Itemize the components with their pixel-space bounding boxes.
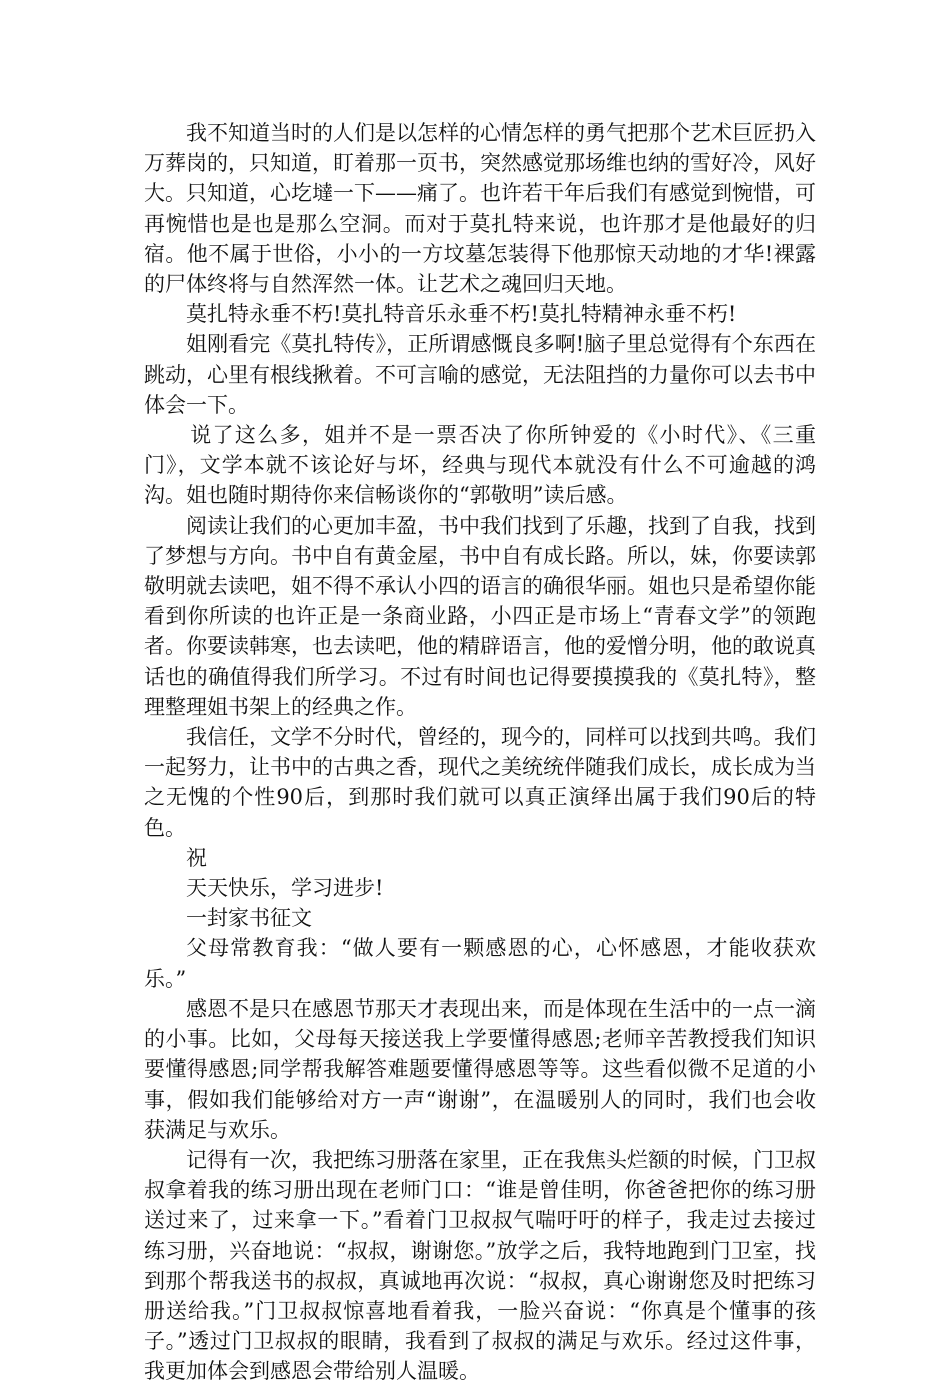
closing-wish: 祝 (186, 845, 207, 870)
paragraph-mozart-biography: 姐刚看完《莫扎特传》，正所谓感慨良多啊!脑子里总觉得有个东西在跳动，心里有根线揪着。不可言喻的感觉，无法阻挡的力量你可以去书中体会一下。 (144, 332, 816, 417)
paragraph-parents-teaching: 父母常教育我：“做人要有一颗感恩的心，心怀感恩，才能收获欢乐。” (144, 936, 816, 991)
paragraph-literature-resonance: 我信任，文学不分时代，曾经的，现今的，同样可以找到共鸣。我们一起努力，让书中的古典之香，现代之美统统伴随我们成长，成长成为当之无愧的个性90后，到那时我们就可以真正演绎出属于我们90后的特色。 (144, 725, 816, 840)
essay-title: 一封家书征文 (186, 906, 312, 931)
closing-blessing: 天天快乐，学习进步! (186, 876, 384, 901)
paragraph-literature-opinion: 说了这么多，姐并不是一票否决了你所钟爱的《小时代》、《三重门》，文学本就不该论好与坏，经典与现代本就没有什么不可逾越的鸿沟。姐也随时期待你来信畅谈你的“郭敬明”读后感。 (144, 423, 816, 508)
paragraph-guard-story: 记得有一次，我把练习册落在家里，正在我焦头烂额的时候，门卫叔叔拿着我的练习册出现在老师门口：“谁是曾佳明，你爸爸把你的练习册送过来了，过来拿一下。”看着门卫叔叔气喘吁吁的样子，我走过去接过练习册，兴奋地说：“叔叔，谢谢您。”放学之后，我特地跑到门卫室，找到那个帮我送书的叔叔，真诚地再次说：“叔叔，真心谢谢您及时把练习册送给我。”门卫叔叔惊喜地看着我，一脸兴奋说：“你真是个懂事的孩子。”透过门卫叔叔的眼睛，我看到了叔叔的满足与欢乐。经过这件事，我更加体会到感恩会带给别人温暖。 (144, 1147, 816, 1384)
paragraph-gratitude-daily: 感恩不是只在感恩节那天才表现出来，而是体现在生活中的一点一滴的小事。比如，父母每天接送我上学要懂得感恩;老师辛苦教授我们知识要懂得感恩;同学帮我解答难题要懂得感恩等等。这些看似微不足道的小事，假如我们能够给对方一声“谢谢”，在温暖别人的同时，我们也会收获满足与欢乐。 (144, 996, 816, 1142)
document-body (144, 118, 816, 1387)
paragraph-mozart-immortal: 莫扎特永垂不朽!莫扎特音乐永垂不朽!莫扎特精神永垂不朽! (186, 302, 737, 327)
paragraph-artist-grave: 我不知道当时的人们是以怎样的心情怎样的勇气把那个艺术巨匠扔入万葬岗的，只知道，盯着那一页书，突然感觉那场维也纳的雪好冷，风好大。只知道，心圪墶一下——痛了。也许若干年后我们有感觉到惋惜，可再惋惜也是也是那么空洞。而对于莫扎特来说，也许那才是他最好的归宿。他不属于世俗，小小的一方坟墓怎装得下他那惊天动地的才华!裸露的尸体终将与自然浑然一体。让艺术之魂回归天地。 (144, 121, 816, 297)
paragraph-reading-enriches: 阅读让我们的心更加丰盈，书中我们找到了乐趣，找到了自我，找到了梦想与方向。书中自有黄金屋，书中自有成长路。所以，妹，你要读郭敬明就去读吧，姐不得不承认小四的语言的确很华丽。姐也只是希望你能看到你所读的也许正是一条商业路，小四正是市场上“青春文学”的领跑者。你要读韩寒，也去读吧，他的精辟语言，他的爱憎分明，他的敢说真话也的确值得我们所学习。不过有时间也记得要摸摸我的《莫扎特》，整理整理姐书架上的经典之作。 (144, 513, 816, 719)
